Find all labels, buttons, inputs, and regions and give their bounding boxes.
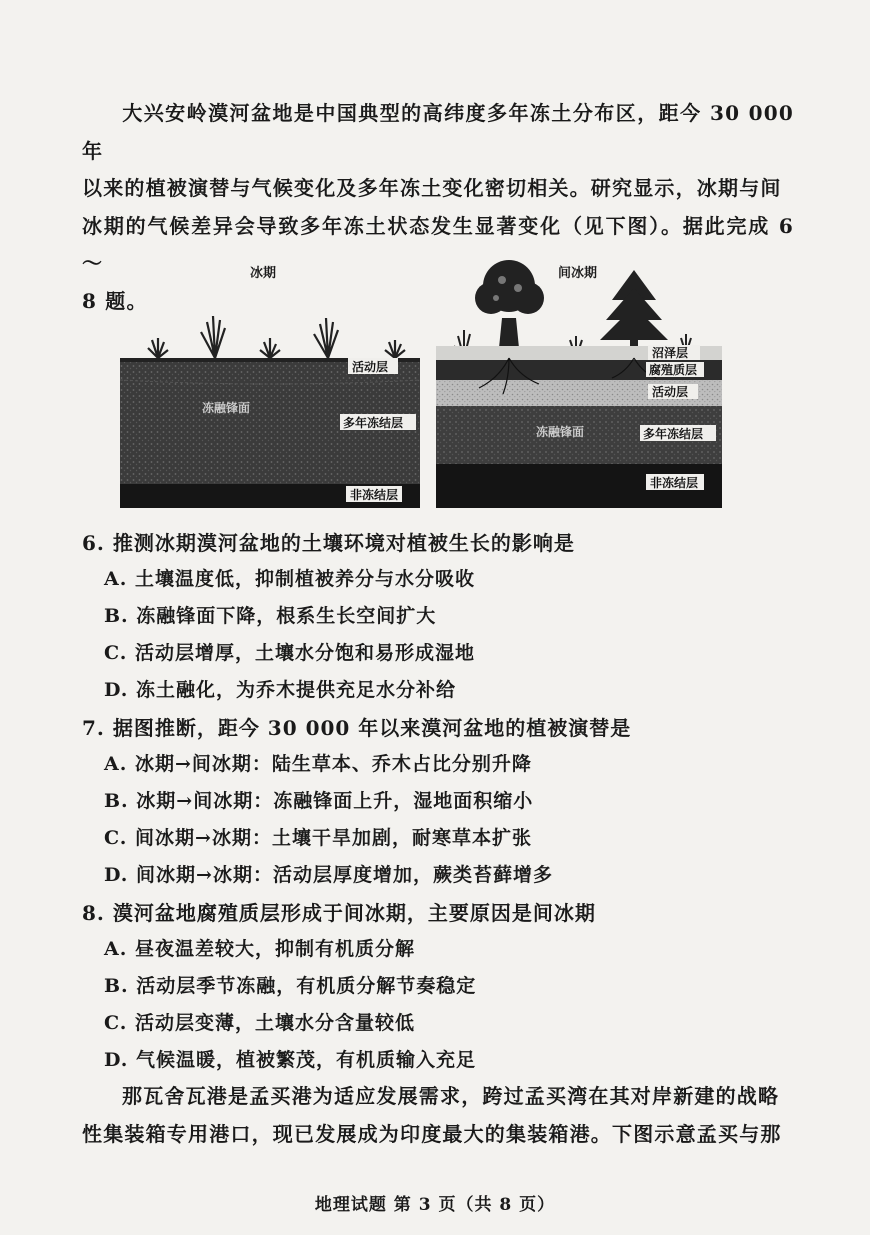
conifer-tree bbox=[600, 270, 668, 358]
page-footer: 地理试题 第 3 页（共 8 页） bbox=[314, 1195, 556, 1215]
label-swamp-layer: 沼泽层 bbox=[652, 346, 689, 360]
question-6-option-b: B. 冻融锋面下降，根系生长空间扩大 bbox=[104, 605, 437, 627]
interglacial-soil-diagram bbox=[436, 258, 722, 508]
figure-left-title: 冰期 bbox=[250, 266, 277, 281]
label-freeze-thaw-front: 冻融锋面 bbox=[202, 401, 251, 415]
label-active-layer: 活动层 bbox=[352, 360, 389, 374]
question-8-option-a: A. 昼夜温差较大，抑制有机质分解 bbox=[104, 938, 415, 960]
label-active-layer-2: 活动层 bbox=[652, 385, 689, 399]
intro-line-1: 大兴安岭漠河盆地是中国典型的高纬度多年冻土分布区，距今 30 000 年 bbox=[82, 101, 794, 163]
label-permafrost-layer: 多年冻结层 bbox=[343, 416, 404, 430]
intro-line-4: 8 题。 bbox=[82, 288, 148, 313]
label-non-frozen-layer: 非冻结层 bbox=[350, 488, 399, 502]
question-6-option-d: D. 冻土融化，为乔木提供充足水分补给 bbox=[104, 679, 457, 701]
label-non-frozen-layer-2: 非冻结层 bbox=[650, 476, 699, 490]
label-humus-layer: 腐殖质层 bbox=[649, 363, 698, 377]
glacial-soil-diagram bbox=[120, 280, 420, 508]
question-6-option-a: A. 土壤温度低，抑制植被养分与水分吸收 bbox=[104, 568, 475, 590]
question-8-option-d: D. 气候温暖，植被繁茂，有机质输入充足 bbox=[104, 1049, 477, 1071]
intro2-line-2: 性集装箱专用港口，现已发展成为印度最大的集装箱港。下图示意孟买与那 bbox=[82, 1121, 782, 1146]
question-7-option-d: D. 间冰期→冰期：活动层厚度增加，蕨类苔藓增多 bbox=[104, 864, 553, 886]
question-7-stem: 7. 据图推断，距今 30 000 年以来漠河盆地的植被演替是 bbox=[82, 716, 632, 740]
intro-paragraph-2 bbox=[82, 1078, 794, 1153]
label-freeze-thaw-front-2: 冻融锋面 bbox=[536, 425, 585, 439]
intro-line-2: 以来的植被演替与气候变化及多年冻土变化密切相关。研究显示，冰期与间 bbox=[82, 176, 782, 200]
grass-plants bbox=[148, 316, 405, 358]
question-8-option-b: B. 活动层季节冻融，有机质分解节奏稳定 bbox=[104, 975, 477, 997]
intro2-line-1: 那瓦舍瓦港是孟买港为适应发展需求，跨过孟买湾在其对岸新建的战略 bbox=[122, 1084, 780, 1108]
figure-right-title: 间冰期 bbox=[558, 266, 598, 281]
broadleaf-tree bbox=[475, 260, 544, 358]
label-permafrost-layer-2: 多年冻结层 bbox=[643, 427, 704, 441]
question-6-option-c: C. 活动层增厚，土壤水分饱和易形成湿地 bbox=[104, 642, 476, 664]
question-7-option-a: A. 冰期→间冰期：陆生草本、乔木占比分别升降 bbox=[104, 753, 532, 775]
question-6-stem: 6. 推测冰期漠河盆地的土壤环境对植被生长的影响是 bbox=[82, 531, 575, 555]
question-7-option-b: B. 冰期→间冰期：冻融锋面上升，湿地面积缩小 bbox=[104, 790, 534, 812]
question-8-stem: 8. 漠河盆地腐殖质层形成于间冰期，主要原因是间冰期 bbox=[82, 901, 596, 925]
question-7-option-c: C. 间冰期→冰期：土壤干旱加剧，耐寒草本扩张 bbox=[104, 827, 532, 849]
question-8-option-c: C. 活动层变薄，土壤水分含量较低 bbox=[104, 1012, 416, 1034]
intro-line-3: 冰期的气候差异会导致多年冻土状态发生显著变化（见下图）。据此完成 6～ bbox=[82, 213, 794, 275]
